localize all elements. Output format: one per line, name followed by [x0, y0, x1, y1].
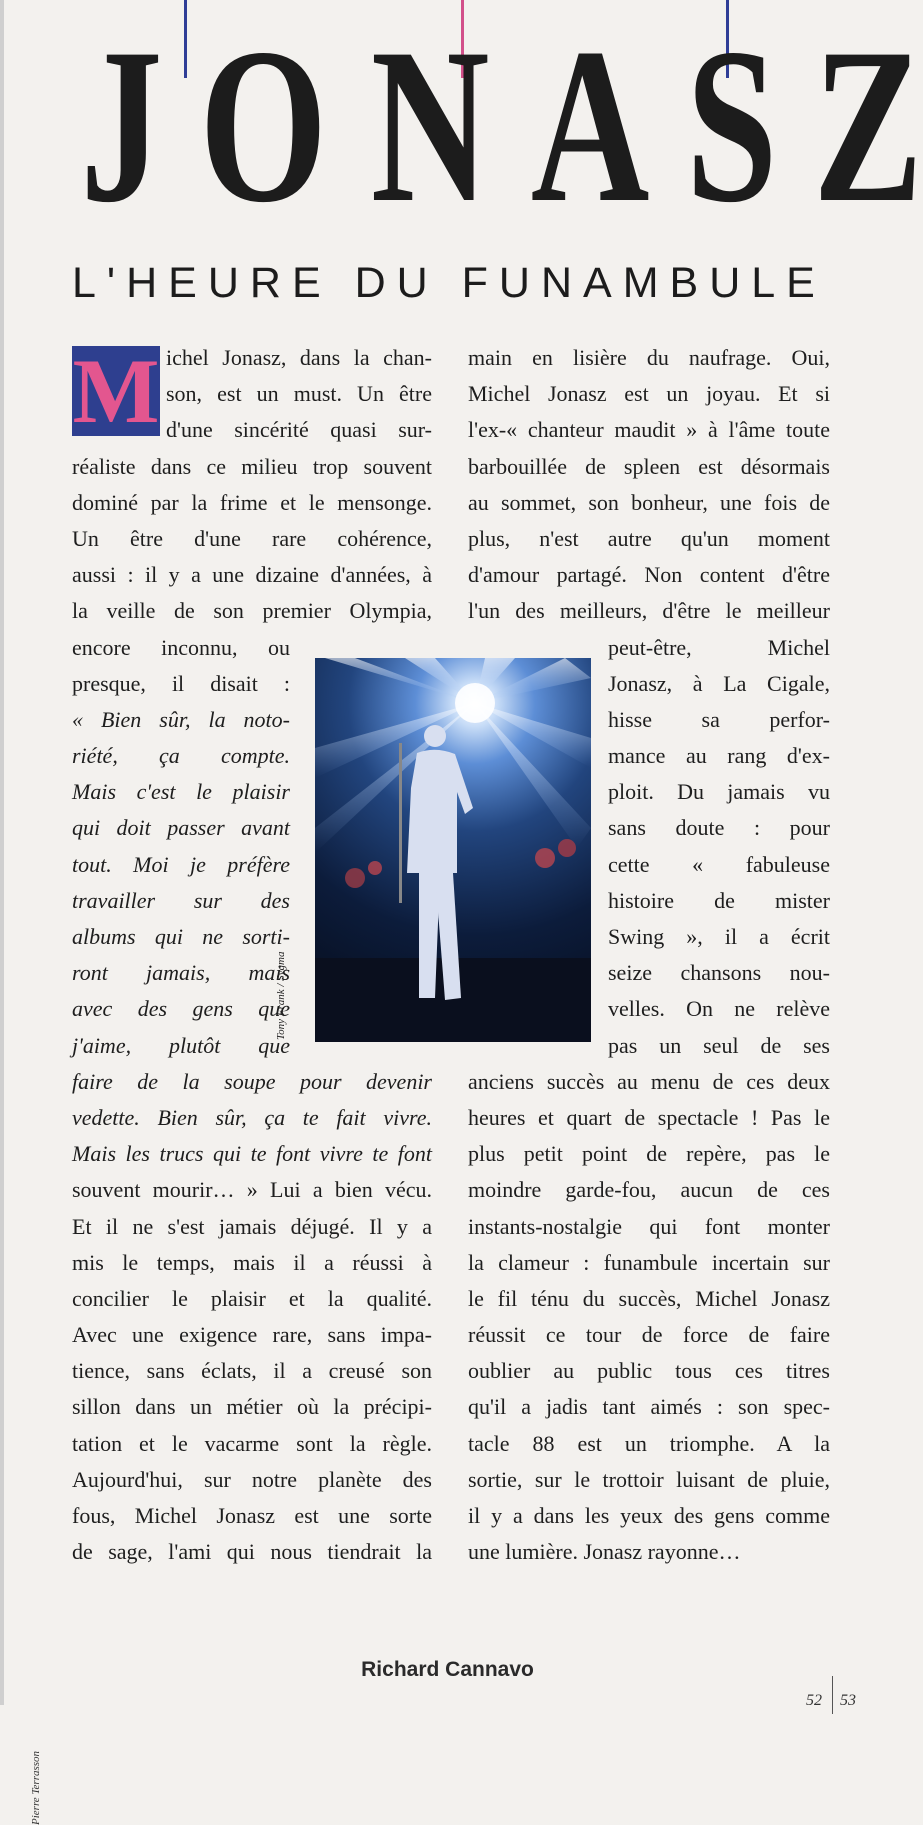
- left-column-line: ront jamais, mais: [72, 960, 290, 986]
- right-column-line: plus, n'est autre qu'un moment: [468, 525, 830, 551]
- page-number-right: 53: [840, 1692, 856, 1709]
- drum-kit-icon: [345, 839, 576, 888]
- left-column-line: j'aime, plutôt que: [72, 1032, 290, 1058]
- left-column-line: travailler sur des: [72, 887, 290, 913]
- left-column-line: fous, Michel Jonasz est une sorte: [72, 1503, 432, 1528]
- left-column-line: tout. Moi je préfère: [72, 851, 290, 877]
- concert-photo: [315, 658, 591, 1042]
- right-column-line: tacle 88 est un triomphe. A la: [468, 1430, 830, 1456]
- right-column-line: ploit. Du jamais vu: [608, 779, 830, 805]
- left-column-line: tation et le vacarme sont la règle.: [72, 1430, 432, 1456]
- left-column-line: riété, ça compte.: [72, 743, 290, 769]
- drop-cap: M: [72, 340, 160, 442]
- right-column-line: réussit ce tour de force de faire: [468, 1322, 830, 1348]
- right-column-line: au sommet, son bonheur, une fois de: [468, 489, 830, 515]
- left-column-line: mis le temps, mais il a réussi à: [72, 1249, 432, 1275]
- right-column-line: il y a dans les yeux des gens comme: [468, 1503, 830, 1528]
- left-column-line: tience, sans éclats, il a creusé son: [72, 1358, 432, 1384]
- right-column-line: hisse sa perfor-: [608, 706, 830, 732]
- title-letter: Z: [813, 3, 923, 249]
- left-column-line: Mais c'est le plaisir: [72, 779, 290, 805]
- right-column-line: barbouillée de spleen est désormais: [468, 453, 830, 479]
- left-column-line: dominé par la frime et le mensonge.: [72, 489, 432, 515]
- left-column-line: vedette. Bien sûr, ça te fait vivre.: [72, 1104, 432, 1130]
- right-column-line: l'un des meilleurs, d'être le meilleur: [468, 598, 830, 624]
- article-title: [66, 3, 923, 249]
- right-column-line: heures et quart de spectacle ! Pas le: [468, 1104, 830, 1130]
- left-column-line: encore inconnu, ou: [72, 634, 290, 660]
- right-column-line: pas un seul de ses: [608, 1032, 830, 1058]
- right-column-line: peut-être, Michel: [608, 634, 830, 660]
- right-column-line: mance au rang d'ex-: [608, 743, 830, 769]
- left-column-line: ichel Jonasz, dans la chan-: [166, 345, 432, 370]
- author-byline: Richard Cannavo: [361, 1658, 534, 1681]
- title-letter: N: [370, 3, 490, 249]
- title-letter: S: [686, 3, 778, 249]
- left-column-line: de sage, l'ami qui nous tiendrait la: [72, 1539, 432, 1565]
- right-column-line: Swing », il a écrit: [608, 924, 830, 949]
- left-column-line: aussi : il y a une dizaine d'années, à: [72, 562, 432, 588]
- right-column-line: seize chansons nou-: [608, 960, 830, 986]
- left-column-line: sillon dans un métier où la précipi-: [72, 1394, 432, 1420]
- left-column-line: faire de la soupe pour devenir: [72, 1068, 432, 1094]
- article-subtitle: L'HEURE DU FUNAMBULE: [72, 259, 826, 307]
- left-column-line: Avec une exigence rare, sans impa-: [72, 1322, 432, 1348]
- right-column-line: une lumière. Jonasz rayonne…: [468, 1539, 741, 1565]
- right-column-line: oublier au public tous ces titres: [468, 1358, 830, 1384]
- left-column-line: qui doit passer avant: [72, 815, 290, 841]
- title-letter: O: [199, 3, 328, 249]
- left-column-line: Un être d'une rare cohérence,: [72, 525, 432, 551]
- right-column-line: la clameur : funambule incertain sur: [468, 1249, 830, 1275]
- left-column-line: d'une sincérité quasi sur-: [166, 417, 432, 443]
- left-column-line: Et il ne s'est jamais déjugé. Il y a: [72, 1213, 432, 1239]
- page-number-divider: [832, 1676, 833, 1714]
- right-column-line: sortie, sur le trottoir luisant de pluie,: [468, 1466, 830, 1492]
- left-column-line: « Bien sûr, la noto-: [72, 706, 290, 732]
- right-column-line: moindre garde-fou, aucun de ces: [468, 1177, 830, 1203]
- left-column-line: son, est un must. Un être: [166, 381, 432, 407]
- left-column-line: souvent mourir… » Lui a bien vécu.: [72, 1177, 432, 1203]
- right-column-line: sans doute : pour: [608, 815, 830, 841]
- left-column-line: presque, il disait :: [72, 670, 290, 696]
- left-column-line: la veille de son premier Olympia,: [72, 598, 432, 624]
- right-column-line: histoire de mister: [608, 887, 830, 913]
- right-column-line: anciens succès au menu de ces deux: [468, 1068, 830, 1094]
- right-column-line: velles. On ne relève: [608, 996, 830, 1022]
- left-column-line: réaliste dans ce milieu trop souvent: [72, 453, 432, 479]
- right-column-line: Michel Jonasz est un joyau. Et si: [468, 381, 830, 407]
- left-column-line: avec des gens que: [72, 996, 290, 1022]
- right-column-line: d'amour partagé. Non content d'être: [468, 562, 830, 588]
- side-credit: Pierre Terrasson: [30, 1750, 42, 1825]
- left-column-line: albums qui ne sorti-: [72, 924, 290, 949]
- right-column-line: plus petit point de repère, pas le: [468, 1141, 830, 1167]
- right-column-line: l'ex-« chanteur maudit » à l'âme toute: [468, 417, 830, 443]
- concert-photo-illustration: [315, 658, 591, 1042]
- page-number-left: 52: [806, 1692, 822, 1709]
- photo-credit: Tony Frank / Sygma: [275, 951, 287, 1040]
- right-column-line: instants-nostalgie qui font monter: [468, 1213, 830, 1239]
- right-column-line: qu'il a jadis tant aimés : son spec-: [468, 1394, 830, 1420]
- right-column-line: Jonasz, à La Cigale,: [608, 670, 830, 696]
- right-column-line: cette « fabuleuse: [608, 851, 830, 877]
- title-letter: A: [530, 3, 650, 249]
- title-letter: J: [80, 3, 163, 249]
- right-column-line: main en lisière du naufrage. Oui,: [468, 345, 830, 370]
- right-column-line: le fil ténu du succès, Michel Jonasz: [468, 1285, 830, 1311]
- page-edge: [0, 0, 4, 1705]
- left-column-line: Mais les trucs qui te font vivre te font: [72, 1141, 432, 1167]
- left-column-line: Aujourd'hui, sur notre planète des: [72, 1466, 432, 1492]
- left-column-line: concilier le plaisir et la qualité.: [72, 1285, 432, 1311]
